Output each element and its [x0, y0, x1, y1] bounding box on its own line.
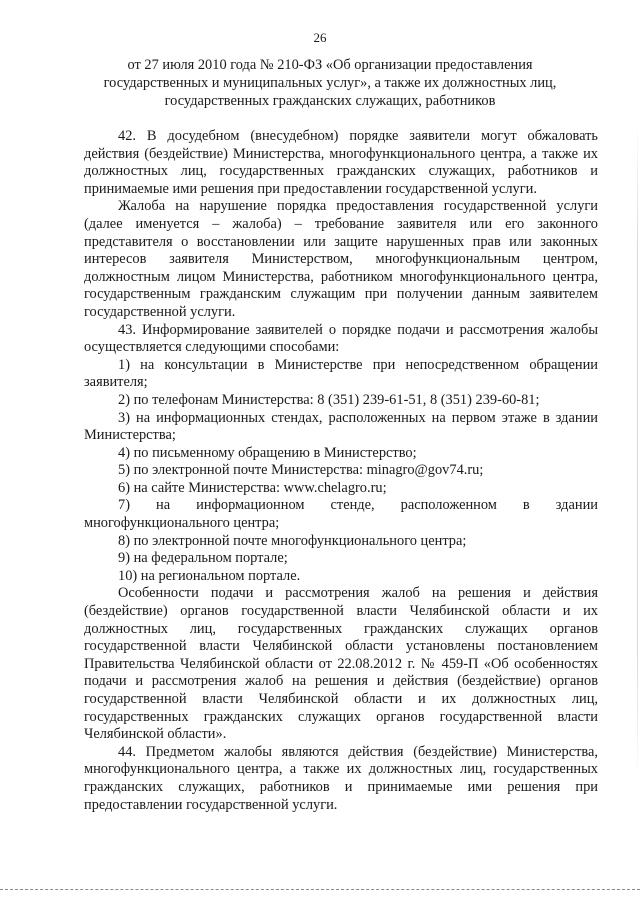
heading-line-1: от 27 июля 2010 года № 210-ФЗ «Об организации предоставления [127, 57, 533, 73]
paragraph-42: 42. В досудебном (внесудебном) порядке заявители могут обжаловать действия (бездействие) Министерства, многофункционального центра, а также их должностных лиц, государственных гражданских служащих, работников и принимаемые ими решения при предоставлении государственной услуги. [84, 128, 598, 197]
heading-line-2: государственных и муниципальных услуг», а также их должностных лиц, [103, 75, 557, 91]
footer-rule [0, 889, 640, 890]
list-item-1: 1) на консультации в Министерстве при непосредственном обращении заявителя; [84, 356, 598, 391]
list-item-10: 10) на региональном портале. [118, 567, 301, 584]
paragraph-complaint-definition: Жалоба на нарушение порядка предоставления государственной услуги (далее именуется – жалоба) – требование заявителя или его законного представителя о восстановлении или защите нарушенных прав или законных интересов заявителя Министерством, многофункциональным центром, должностным лицом Министерства, работником многофункционального центра, государственным гражданским служащим при получении данным заявителем государственной услуги. [84, 198, 598, 320]
list-item-5: 5) по электронной почте Министерства: minagro@gov74.ru; [118, 462, 484, 479]
list-item-8: 8) по электронной почте многофункционального центра; [118, 532, 467, 549]
section-heading [60, 56, 600, 110]
list-item-7: 7) на информационном стенде, расположенном в здании многофункционального центра; [84, 497, 598, 532]
list-item-6: 6) на сайте Министерства: www.chelagro.ru; [118, 479, 387, 496]
paragraph-44: 44. Предметом жалобы являются действия (бездействие) Министерства, многофункционального центра, а также их должностных лиц, государственных гражданских служащих, работников и принимаемые ими решения при предоставлении государственной услуги. [84, 743, 598, 813]
paragraph-43: 43. Информирование заявителей о порядке подачи и рассмотрения жалобы осуществляется следующими способами: [84, 321, 598, 356]
list-item-3: 3) на информационных стендах, расположенных на первом этаже в здании Министерства; [84, 409, 598, 444]
document-body [84, 128, 598, 814]
scan-edge-mark [637, 120, 638, 780]
list-item-9: 9) на федеральном портале; [118, 550, 288, 567]
list-item-2: 2) по телефонам Министерства: 8 (351) 239-61-51, 8 (351) 239-60-81; [118, 391, 540, 408]
list-item-4: 4) по письменному обращению в Министерство; [118, 444, 417, 461]
heading-line-3: государственных гражданских служащих, работников [164, 93, 496, 109]
paragraph-complaint-features: Особенности подачи и рассмотрения жалоб на решения и действия (бездействие) органов государственной власти Челябинской области и их должностных лиц, государственных гражданских служащих органов государственной власти Челябинской области установлены постановлением Правительства Челябинской области от 22.08.2012 г. № 459-П «Об особенностях подачи и рассмотрения жалоб на решения и действия (бездействие) органов государственной власти Челябинской области и их должностных лиц, государственных гражданских служащих органов государственной власти Челябинской области». [84, 585, 598, 743]
page-number: 26 [313, 30, 327, 45]
